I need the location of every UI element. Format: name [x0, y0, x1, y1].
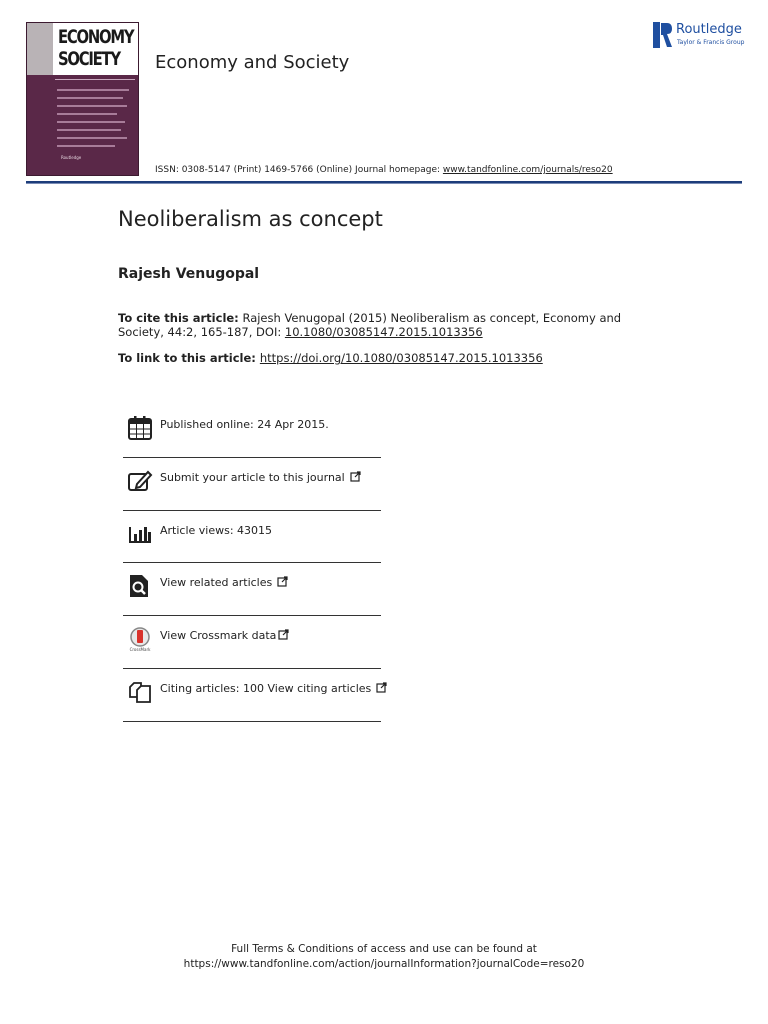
- related-articles-row: [160, 576, 288, 589]
- edit-icon: [127, 468, 153, 494]
- calendar-icon: [127, 415, 153, 441]
- external-link-icon: [376, 682, 387, 693]
- brand-subtitle: Taylor & Francis Group: [677, 39, 745, 46]
- article-info-list: [123, 405, 381, 722]
- cover-title: [58, 26, 134, 70]
- cover-text-line: [57, 89, 129, 91]
- crossmark-label: View Crossmark data: [160, 629, 277, 642]
- citation: [118, 311, 658, 339]
- citing-articles-row: [160, 682, 387, 695]
- cover-text-line: [57, 97, 123, 99]
- article-views-label: Article views: 43015: [160, 523, 273, 537]
- header-divider-thin: [26, 183, 742, 184]
- journal-title: Economy and Society: [155, 52, 350, 73]
- link-label: To link to this article:: [118, 351, 260, 365]
- published-online-item: [123, 405, 381, 458]
- crossmark-item[interactable]: [123, 616, 381, 669]
- related-articles-item[interactable]: [123, 563, 381, 616]
- issn-line: [155, 165, 613, 175]
- article-title: Neoliberalism as concept: [118, 207, 383, 231]
- terms-footer: [0, 942, 768, 972]
- submit-article-label: Submit your article to this journal: [160, 471, 345, 484]
- cite-text: Rajesh Venugopal (2015) Neoliberalism as concept, Economy and Society, 44:2, 165-187, DOI:: [118, 311, 622, 339]
- citing-articles-item[interactable]: [123, 669, 381, 722]
- article-link-line: [118, 351, 543, 365]
- related-articles-label: View related articles: [160, 576, 273, 589]
- external-link-icon: [277, 576, 288, 587]
- article-author: Rajesh Venugopal: [118, 266, 260, 282]
- routledge-logo-icon: [653, 22, 673, 48]
- cover-text-line: [57, 113, 117, 115]
- citing-articles-label: Citing articles: 100 View citing articles: [160, 682, 372, 695]
- article-url-link[interactable]: https://doi.org/10.1080/03085147.2015.1013356: [259, 351, 543, 365]
- submit-article-row: [160, 471, 361, 484]
- submit-article-item[interactable]: [123, 458, 381, 511]
- svg-text:CrossMark: CrossMark: [129, 647, 151, 652]
- cover-text-line: [57, 105, 127, 107]
- crossmark-row: [160, 629, 289, 642]
- crossmark-icon: [127, 626, 153, 652]
- cover-text-line: [57, 129, 121, 131]
- cover-title-line2: SOCIETY: [58, 48, 120, 70]
- bar-chart-icon: [127, 521, 153, 547]
- article-views-item: [123, 511, 381, 564]
- published-online-label: Published online: 24 Apr 2015.: [160, 418, 329, 431]
- cover-divider: [55, 79, 135, 80]
- brand-name: Routledge: [676, 22, 742, 37]
- cover-text-line: [57, 121, 125, 123]
- external-link-icon: [350, 471, 361, 482]
- publisher-logo[interactable]: [653, 22, 753, 50]
- cover-text-line: [57, 137, 127, 139]
- doi-link[interactable]: 10.1080/03085147.2015.1013356: [284, 325, 483, 339]
- cover-title-line1: ECONOMY: [58, 26, 134, 48]
- citing-icon: [127, 679, 153, 705]
- footer-line1: Full Terms & Conditions of access and use can be found at: [231, 943, 537, 955]
- cover-publisher: Routledge: [61, 155, 82, 160]
- journal-homepage-link[interactable]: www.tandfonline.com/journals/reso20: [442, 165, 613, 175]
- journal-cover: [26, 22, 139, 176]
- cover-text-line: [57, 145, 115, 147]
- footer-terms-link[interactable]: https://www.tandfonline.com/action/journalInformation?journalCode=reso20: [183, 958, 585, 970]
- search-document-icon: [127, 573, 153, 599]
- external-link-icon: [278, 629, 289, 640]
- cite-label: To cite this article:: [118, 311, 239, 325]
- issn-text: ISSN: 0308-5147 (Print) 1469-5766 (Online) Journal homepage:: [155, 165, 443, 175]
